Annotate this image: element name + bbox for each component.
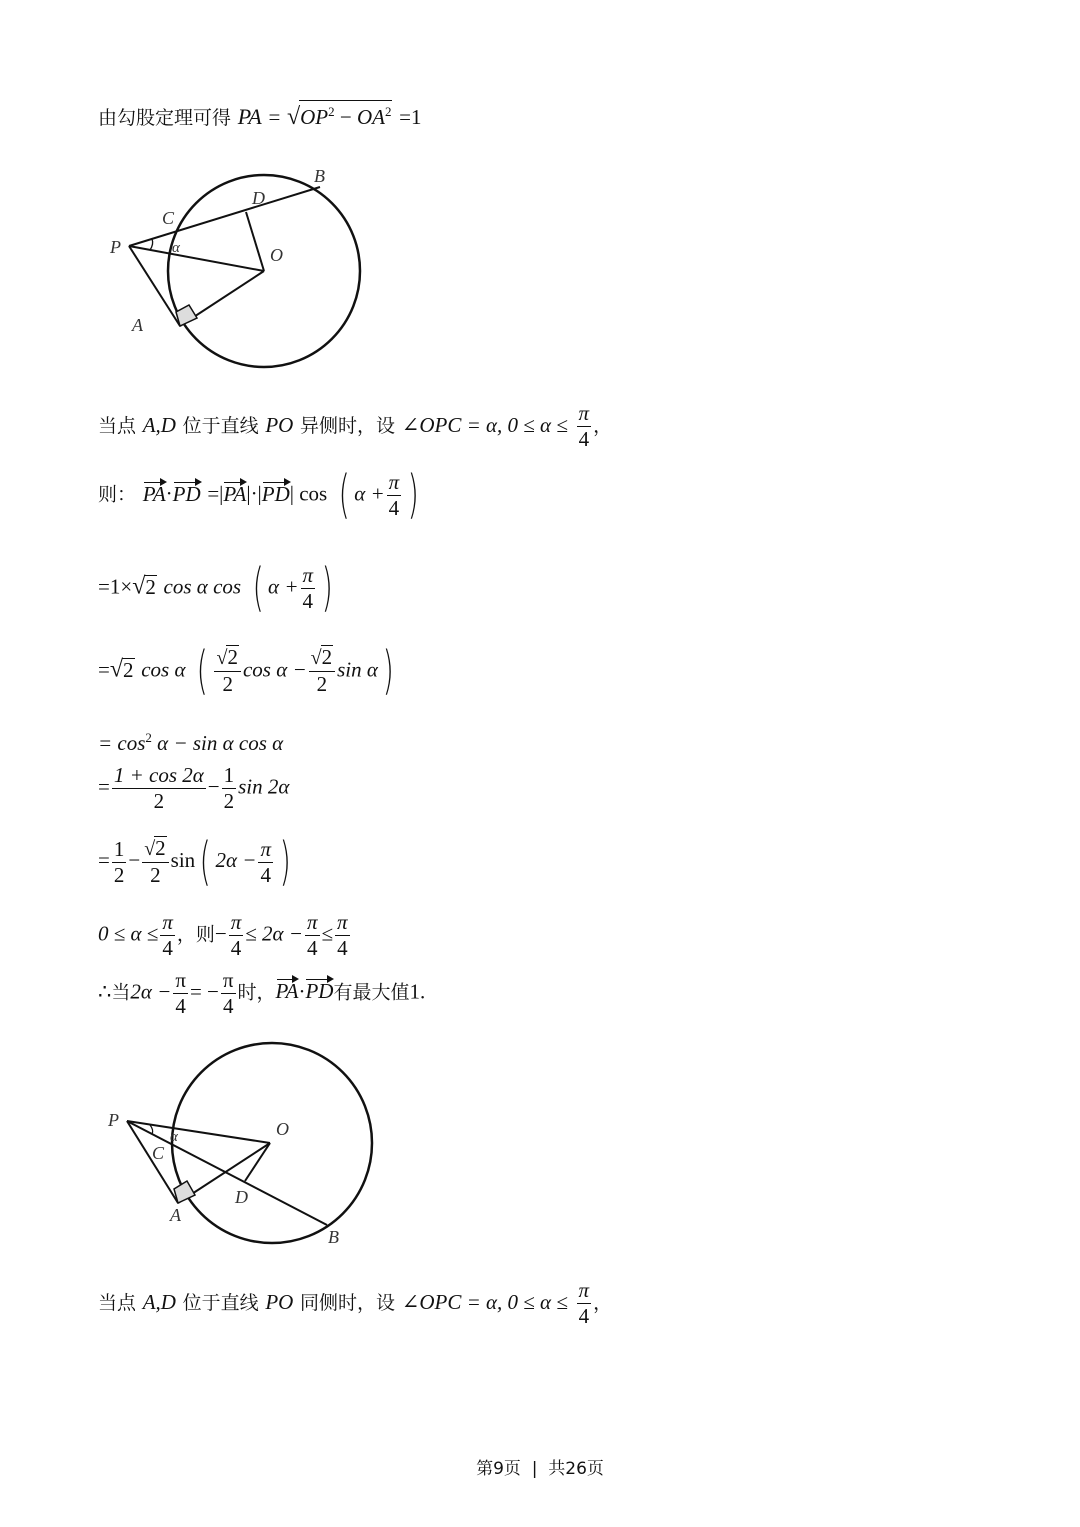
math-range: 0 ≤ α ≤ [98,921,159,946]
math-angle: ∠OPC = α, 0 ≤ α ≤ [401,1290,568,1314]
math-cos: = cos [98,731,146,755]
fraction [305,910,320,961]
frac-num: π [302,562,314,587]
math-oa: OA [356,105,385,129]
label-o: O [276,1119,289,1139]
text-segment: 位于直线 [182,415,259,437]
label-c: C [152,1143,165,1163]
step-4-line [98,763,289,814]
text-segment: 同侧时，设 [300,1292,396,1314]
text-segment: ， [593,415,613,437]
sqrt-body: 2 [321,645,333,669]
frac-den: 2 [316,672,328,696]
math-angle: ∠OPC = α, 0 ≤ α ≤ [401,413,568,437]
text-segment: 位于直线 [182,1292,259,1314]
sqrt-body: 2 [123,657,134,682]
fraction [160,910,175,961]
math-minus: − [207,774,220,799]
exponent: 2 [384,104,392,119]
vector-pd: PD [172,481,201,506]
frac-den: 2 [113,862,125,887]
step-1-line: =1×√2 cos α cos ( α + $\frac{\pi}{4}$ ) [98,558,333,618]
math-ineq: ≤ 2α − [245,921,303,946]
math-ad: A,D [142,1290,176,1314]
math-po: PO [265,413,294,437]
frac-den: 4 [578,1304,590,1328]
text-segment: 当点 [98,1292,137,1314]
frac-den: 4 [337,936,348,960]
label-b: B [314,166,325,186]
frac-den: 2 [222,672,233,696]
sqrt-body: 2 [227,645,238,669]
text-segment: 有最大值 [333,981,410,1004]
frac-den: 4 [578,427,590,451]
sqrt-body [299,100,392,128]
math-leq: ≤ [321,921,334,946]
math-cos: cos α cos [163,574,242,599]
fraction [335,910,350,961]
frac-num: π [337,910,348,934]
fraction [258,837,273,888]
frac-num: π [222,968,234,992]
fraction [301,563,316,614]
frac-num: π [306,910,318,934]
math-eq: = [98,774,110,799]
fraction [229,910,244,961]
angle-arc [150,239,153,250]
math-sin: sin [170,847,196,872]
math-op: |·| [246,481,262,506]
fraction: $\frac{√2}{2}$ [142,836,168,888]
math-pa: PA [237,104,262,129]
frac-den: 2 [153,789,165,813]
figure-2 [100,1035,390,1250]
frac-num: π [578,401,590,425]
step-2-line: =√2 cos α ( $\frac{√2}{2}$ cos α − $\frac{√2}{2}$ sin α) [98,641,394,701]
dot-product-line: 则： PA·PD =|PA|·|PD| cos ( α + $\frac{\pi}{4}$ ) [98,465,419,525]
label-o: O [270,245,283,265]
fraction [173,968,188,1019]
text-segment: 异侧时，设 [300,415,396,437]
text-segment: 则： [98,483,137,506]
sqrt-sign: √ [109,656,124,683]
line-pa [129,246,180,326]
math-dot: · [165,481,173,506]
frac-den: 4 [302,588,314,613]
math-op: OP [300,105,329,129]
frac-num: 1 [223,763,235,787]
math-op: =| [207,481,224,506]
range-line [98,910,352,961]
fraction [112,837,127,888]
fraction: $\frac{√2}{2}$ [309,645,335,697]
frac-den: 4 [162,936,173,960]
label-c: C [162,208,175,228]
label-alpha: α [172,240,180,256]
math-eq: = [98,657,110,682]
label-b: B [328,1227,339,1247]
math-sin: sin α [337,657,378,682]
frac-den: 2 [150,863,161,887]
case-same-line [98,1278,612,1329]
frac-den: 4 [388,495,400,520]
line-po [129,246,264,271]
exponent: 2 [328,104,335,119]
math-minus: − [128,847,141,872]
math-op: =1× [98,574,133,599]
math-inner: 2α − [130,979,172,1004]
text-segment: 时， [237,981,276,1004]
frac-den: 4 [307,936,318,960]
conclusion-line [98,968,425,1019]
math-therefore: ∴ [98,979,112,1004]
frac-num: π [388,469,400,494]
text-segment: 当点 [98,415,137,437]
label-alpha: α [170,1129,178,1145]
vector-pd: PD [261,481,290,506]
vector-pa: PA [223,481,247,506]
line-do [246,212,264,271]
math-eq: = [268,105,281,129]
page-total: 共26页 [548,1459,604,1479]
step-5-line: = $\frac{1}{2}$ − $\frac{√2}{2}$ sin( 2α − $\frac{\pi}{4}$ ) [98,832,291,892]
vector-pa: PA [275,979,299,1004]
frac-num: π [260,836,271,861]
fraction [387,470,402,521]
label-d: D [235,1187,248,1207]
right-angle-mark [176,305,197,326]
math-cos: cos α [141,657,186,682]
footer-separator: | [531,1459,538,1479]
frac-num: π [578,1278,590,1302]
sqrt-sign: √ [286,104,301,130]
frac-den: 2 [223,789,235,813]
line-od [245,1143,270,1181]
fraction [221,968,236,1019]
label-a: A [132,315,143,335]
math-result: =1 [399,105,422,129]
case-opposite-line [98,401,612,452]
right-angle-mark [174,1181,195,1203]
line-pb [129,187,320,246]
circle-o [172,1043,372,1243]
fraction [222,763,237,814]
vector-pa: PA [142,481,166,506]
math-minus: − [339,105,352,129]
math-alpha: α + [354,481,385,506]
math-cos: cos α − [242,657,307,682]
fraction [577,1278,592,1329]
pythagoras-line [98,100,422,130]
label-a: A [170,1205,181,1225]
figure-1 [100,160,380,375]
fraction [112,763,206,814]
text-segment: 由勾股定理可得 [98,107,232,129]
fraction: $\frac{√2}{2}$ [214,645,240,697]
frac-den: 4 [230,936,242,960]
sqrt-sign: √ [132,573,146,600]
math-inner: 2α − [215,847,257,872]
vector-pd: PD [305,979,334,1004]
sqrt-body: 2 [145,574,156,599]
text-segment: ，则 [176,923,215,946]
frac-num: π [175,968,186,992]
label-d: D [252,188,265,208]
math-op: | cos [289,481,328,506]
math-rest: α − sin α cos α [157,731,284,755]
math-alpha: α + [268,574,299,599]
text-segment: 当 [111,981,131,1004]
text-segment: ， [593,1292,613,1314]
frac-num: 1 [113,836,125,861]
frac-den: 4 [175,994,186,1018]
page-footer [0,1454,1080,1479]
math-value: 1. [409,979,426,1004]
sqrt-body: 2 [155,836,166,860]
fraction [577,401,592,452]
math-po: PO [265,1290,294,1314]
math-eq: = − [189,979,219,1004]
math-sin: sin 2α [238,774,290,799]
math-dot: · [298,979,306,1004]
label-p: P [110,237,121,257]
math-ad: A,D [142,413,176,437]
frac-num: 1 + cos 2α [113,763,204,787]
label-p: P [108,1110,119,1130]
frac-den: 4 [222,994,234,1018]
math-eq: = [98,847,110,872]
math-minus: − [214,921,227,946]
frac-den: 4 [260,862,271,887]
page-number: 第9页 [476,1459,521,1479]
exponent: 2 [145,730,152,745]
step-3-line [98,726,283,755]
frac-num: π [230,910,242,934]
frac-num: π [162,910,173,934]
